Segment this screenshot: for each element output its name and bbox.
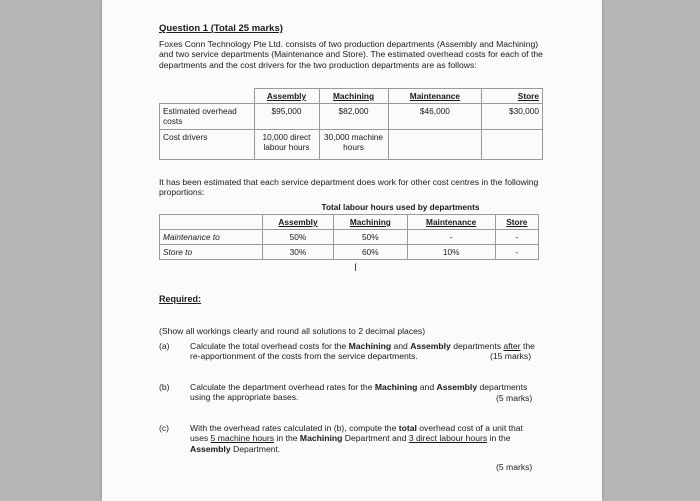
table-cell: $30,000 (482, 104, 543, 130)
item-b-marks: (5 marks) (496, 393, 533, 403)
table-cell: 50% (333, 230, 407, 245)
column-header: Machining (333, 215, 407, 230)
table-row (160, 104, 543, 130)
item-c-label: (c) (159, 423, 170, 433)
question-intro: Foxes Conn Technology Pte Ltd. consists of two production departments (Assembly and Machining) and two service departments (Maintenance and Store). The estimated overhead costs for each of the departments and the cost drivers for the two production departments are as follows: (159, 39, 543, 70)
table-cell (388, 130, 482, 160)
proportions-table (159, 200, 539, 260)
table-cell: 50% (263, 230, 334, 245)
required-heading: Required: (159, 294, 202, 304)
item-a-marks: (15 marks) (490, 351, 532, 361)
table-cell: $46,000 (388, 104, 482, 130)
item-b-label: (b) (159, 382, 170, 392)
proportions-intro: It has been estimated that each service department does work for other cost centres in the following proportions: (159, 177, 539, 198)
table-row (160, 245, 539, 260)
table-cell (482, 130, 543, 160)
table-cell: - (495, 245, 538, 260)
table-cell: 30,000 machine hours (319, 130, 388, 160)
table-cell: - (407, 230, 495, 245)
row-label: Cost drivers (160, 130, 255, 160)
table-row (160, 130, 543, 160)
row-label: Store to (160, 245, 263, 260)
column-header: Machining (319, 89, 388, 104)
table-cell: 30% (263, 245, 334, 260)
table-header-row (160, 215, 539, 230)
question-title: Question 1 (Total 25 marks) (159, 23, 283, 34)
column-header: Assembly (263, 215, 334, 230)
column-header: Assembly (254, 89, 319, 104)
text-cursor-icon: I (354, 262, 358, 274)
table-cell: 60% (333, 245, 407, 260)
document-page (102, 0, 602, 501)
instructions-note: (Show all workings clearly and round all solutions to 2 decimal places) (159, 326, 426, 336)
item-a-text: Calculate the total overhead costs for the Machining and Assembly departments after the re-apportionment of the costs from the service departments. (190, 341, 535, 362)
span-header: Total labour hours used by departments (321, 202, 480, 212)
item-a-label: (a) (159, 341, 170, 351)
column-header: Store (482, 89, 543, 104)
item-b-text: Calculate the department overhead rates for the Machining and Assembly departments using the appropriate bases. (190, 382, 528, 403)
item-c-text: With the overhead rates calculated in (b), compute the total overhead cost of a unit that uses 5 machine hours in the Machining Department and 3 direct labour hours in the Assembly Department. (190, 423, 523, 454)
row-label: Maintenance to (160, 230, 263, 245)
row-label: Estimated overhead costs (160, 104, 255, 130)
table-cell: $95,000 (254, 104, 319, 130)
table-cell: $82,000 (319, 104, 388, 130)
table-cell: 10,000 direct labour hours (254, 130, 319, 160)
column-header: Maintenance (407, 215, 495, 230)
table-row (160, 230, 539, 245)
column-header: Store (495, 215, 538, 230)
table-cell: - (495, 230, 538, 245)
column-header: Maintenance (388, 89, 482, 104)
overhead-costs-table (159, 88, 543, 160)
item-c-marks: (5 marks) (496, 462, 533, 472)
table-span-header-row (160, 200, 539, 215)
table-header-row (160, 89, 543, 104)
table-cell: 10% (407, 245, 495, 260)
